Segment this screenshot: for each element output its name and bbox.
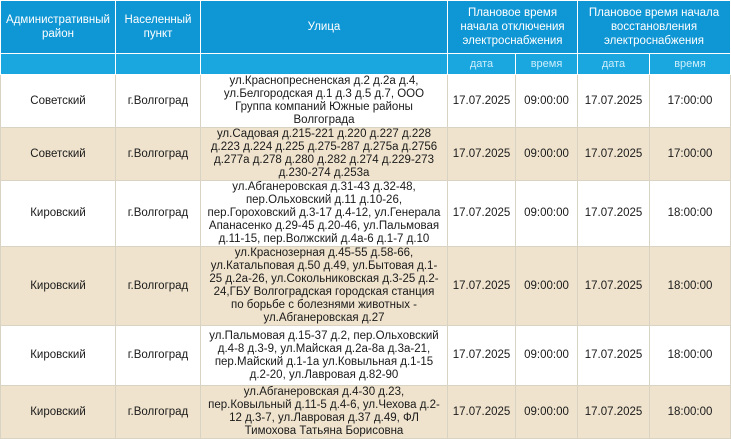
cell-on-time: 18:00:00 xyxy=(650,181,731,247)
cell-off-date: 17.07.2025 xyxy=(448,247,516,326)
table-row xyxy=(1,75,731,128)
column-header-district: Административный район xyxy=(1,1,116,54)
cell-off-time: 09:00:00 xyxy=(516,247,578,326)
table-header xyxy=(1,1,731,75)
cell-locality: г.Волгоград xyxy=(116,75,201,128)
cell-on-date: 17.07.2025 xyxy=(578,386,650,439)
cell-on-date: 17.07.2025 xyxy=(578,128,650,181)
cell-locality: г.Волгоград xyxy=(116,128,201,181)
cell-off-date: 17.07.2025 xyxy=(448,181,516,247)
cell-street: ул.Краснопресненская д.2 д.2а д.4, ул.Белгородская д.1 д.3 д.5 д.7, ООО Группа компаний Южные районы Волгограда xyxy=(201,75,448,128)
cell-off-time: 09:00:00 xyxy=(516,326,578,386)
cell-district: Кировский xyxy=(1,181,116,247)
cell-district: Кировский xyxy=(1,326,116,386)
cell-off-time: 09:00:00 xyxy=(516,128,578,181)
cell-off-date: 17.07.2025 xyxy=(448,75,516,128)
cell-locality: г.Волгоград xyxy=(116,386,201,439)
cell-district: Советский xyxy=(1,128,116,181)
cell-on-time: 17:00:00 xyxy=(650,75,731,128)
cell-on-date: 17.07.2025 xyxy=(578,75,650,128)
table-body xyxy=(1,75,731,439)
column-header-off-time: Плановое время начала отключения электроснабжения xyxy=(448,1,578,54)
cell-off-time: 09:00:00 xyxy=(516,75,578,128)
cell-street: ул.Краснозерная д.45-55 д.58-66, ул.Катальповая д.50 д.49, ул.Бытовая д.1-25 д.2а-26, ул.Сокольниковская д.3-25 д.2-24,ГБУ Волгоградская городская станция по борьбе с болезнями животных - ул.Абганеровская д.27 xyxy=(201,247,448,326)
cell-district: Кировский xyxy=(1,386,116,439)
cell-off-date: 17.07.2025 xyxy=(448,326,516,386)
cell-locality: г.Волгоград xyxy=(116,247,201,326)
cell-street: ул.Абганеровская д.31-43 д.32-48, пер.Ольховский д.11 д.10-26, пер.Гороховский д.3-17 д.4-12, ул.Генерала Апанасенко д.29-45 д.20-46, ул.Пальмовая д.11-15, пер.Волжский д.4а-6 д.1-7 д.10 xyxy=(201,181,448,247)
cell-off-date: 17.07.2025 xyxy=(448,386,516,439)
subheader-on-date: дата xyxy=(578,54,650,75)
cell-district: Кировский xyxy=(1,247,116,326)
subheader-blank xyxy=(201,54,448,75)
table-row xyxy=(1,128,731,181)
subheader-blank xyxy=(1,54,116,75)
cell-locality: г.Волгоград xyxy=(116,181,201,247)
cell-locality: г.Волгоград xyxy=(116,326,201,386)
cell-off-date: 17.07.2025 xyxy=(448,128,516,181)
subheader-blank xyxy=(116,54,201,75)
cell-street: ул.Пальмовая д.15-37 д.2, пер.Ольховский д.4-8 д.3-9, ул.Майская д.2а-8а д.3а-21, пер.Майский д.1-1а ул.Ковыльная д.1-15 д.2-20, ул.Лавровая д.82-90 xyxy=(201,326,448,386)
table-row xyxy=(1,386,731,439)
subheader-off-date: дата xyxy=(448,54,516,75)
cell-street: ул.Садовая д.215-221 д.220 д.227 д.228 д.223 д.224 д.225 д.275-287 д.275а д.2756 д.277а д.278 д.280 д.282 д.274 д.229-273 д.230-274 д.253а xyxy=(201,128,448,181)
cell-on-time: 18:00:00 xyxy=(650,326,731,386)
cell-off-time: 09:00:00 xyxy=(516,386,578,439)
cell-on-date: 17.07.2025 xyxy=(578,247,650,326)
table-row xyxy=(1,247,731,326)
cell-street: ул.Абганеровская д.4-30 д.23, пер.Ковыльный д.11-5 д.4-6, ул.Чехова д.2-12 д.3-7, ул.Лавровая д.37 д.49, ФЛ Тимохова Татьяна Борисовна xyxy=(201,386,448,439)
cell-on-date: 17.07.2025 xyxy=(578,181,650,247)
cell-on-date: 17.07.2025 xyxy=(578,326,650,386)
table-row xyxy=(1,326,731,386)
subheader-off-time: время xyxy=(516,54,578,75)
cell-on-time: 18:00:00 xyxy=(650,386,731,439)
cell-off-time: 09:00:00 xyxy=(516,181,578,247)
cell-on-time: 17:00:00 xyxy=(650,128,731,181)
column-header-locality: Населенный пункт xyxy=(116,1,201,54)
cell-district: Советский xyxy=(1,75,116,128)
column-header-on-time: Плановое время начала восстановления электроснабжения xyxy=(578,1,731,54)
column-header-street: Улица xyxy=(201,1,448,54)
subheader-on-time: время xyxy=(650,54,731,75)
cell-on-time: 18:00:00 xyxy=(650,247,731,326)
table-row xyxy=(1,181,731,247)
